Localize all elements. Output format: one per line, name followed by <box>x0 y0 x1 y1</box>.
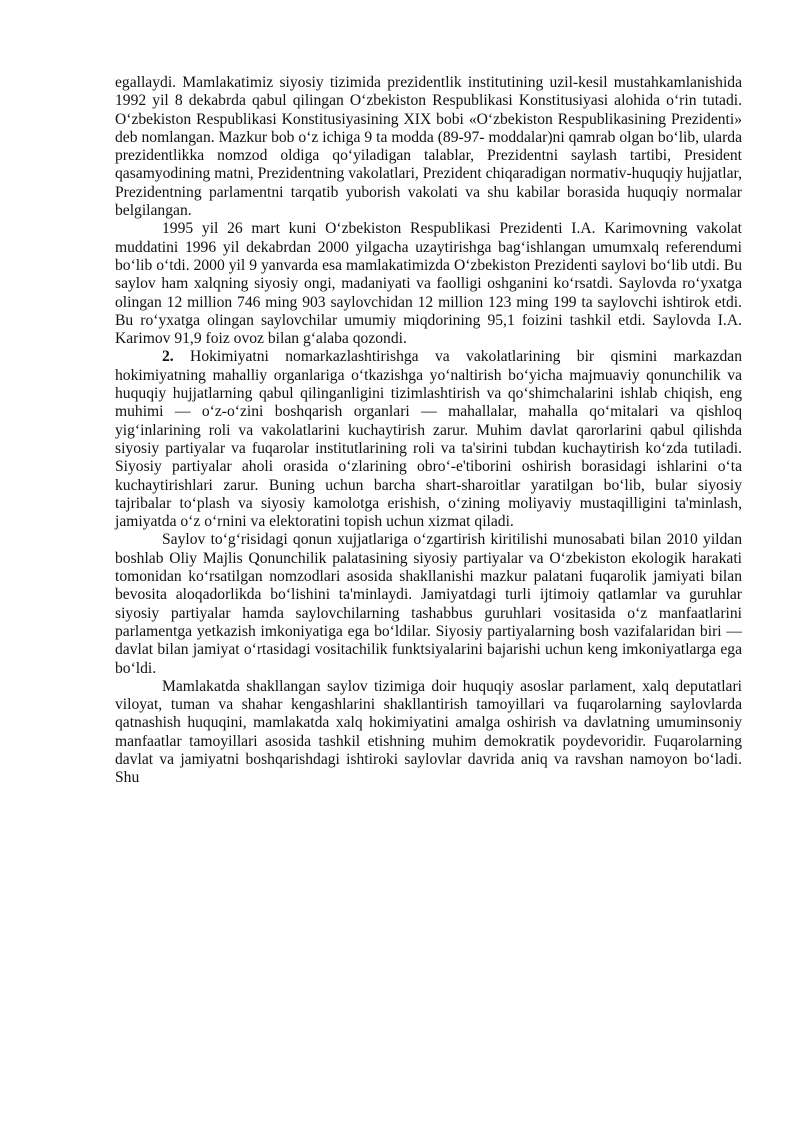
paragraph-5: Mamlakatda shakllangan saylov tizimiga doir huquqiy asoslar parlament, xalq deputatlari viloyat, tuman va shahar kengashlarini shakllantirish tamoyillari va fuqarolarning saylovlarda qatnashish huquqini, mamlakatda xalq hokimiyatini amalga oshirish va davlatning umuminsoniy manfaatlar tamoyillari asosida tashkil etishning muhim demokratik poydevoridir. Fuqarolarning davlat va jamiyatni boshqarishdagi ishtiroki saylovlar davrida aniq va ravshan namoyon bo‘ladi. Shu <box>115 677 742 787</box>
paragraph-3-text: Hokimiyatni nomarkazlashtirishga va vakolatlarining bir qismini markazdan hokimiyatning mahalliy organlariga o‘tkazishga yo‘naltirish bo‘yicha majmuaviy qonunchilik va huquqiy hujjatlarning qabul qilinganligini tizimlashtirish va qo‘shimchalarini ishlab chiqish, eng muhimi — o‘z-o‘zini boshqarish organlari — mahallalar, mahalla qo‘mitalari va qishloq yig‘inlarining roli va vakolatlarini kuchaytirish zarur. Muhim davlat qarorlarini qabul qilishda siyosiy partiyalar va fuqarolar institutlarining roli va ta'sirini tubdan kuchaytirish ko‘zda tutiladi. Siyosiy partiyalar aholi orasida o‘zlarining obro‘-e'tiborini oshirish borasidagi ishlarini o‘ta kuchaytirishlari zarur. Buning uchun barcha shart-sharoitlar yaratilgan bo‘lib, bular siyosiy tajribalar to‘plash va siyosiy kamolotga erishish, o‘zining moliyaviy mustaqilligini ta'minlash, jamiyatda o‘z o‘rnini va elektoratini topish uchun xizmat qiladi. <box>115 348 742 531</box>
paragraph-number: 2. <box>162 348 174 366</box>
document-page <box>115 74 742 788</box>
paragraph-2: 1995 yil 26 mart kuni O‘zbekiston Respublikasi Prezidenti I.A. Karimovning vakolat muddatini 1996 yil dekabrdan 2000 yilgacha uzaytirishga bag‘ishlangan umumxalq referendumi bo‘lib o‘tdi. 2000 yil 9 yanvarda esa mamlakatimizda O‘zbekiston Prezidenti saylovi bo‘lib utdi. Bu saylov ham xalqning siyosiy ongi, madaniyati va faolligi oshganini ko‘rsatdi. Saylovda ro‘yxatga olingan 12 million 746 ming 903 saylovchidan 12 million 123 ming 199 ta saylovchi ishtirok etdi. Bu ro‘yxatga olingan saylovchilar umumiy miqdorining 95,1 foizini tashkil etdi. Saylovda I.A. Karimov 91,9 foiz ovoz bilan g‘alaba qozondi. <box>115 220 742 348</box>
paragraph-3 <box>115 348 742 531</box>
paragraph-1: egallaydi. Mamlakatimiz siyosiy tizimida prezidentlik institutining uzil-kesil mustahkamlanishida 1992 yil 8 dekabrda qabul qilingan O‘zbekiston Respublikasi Konstitusiyasi alohida o‘rin tutadi. O‘zbekiston Respublikasi Konstitusiyasining XIX bobi «O‘zbekiston Respublikasining Prezidenti» deb nomlangan. Mazkur bob o‘z ichiga 9 ta modda (89-97- moddalar)ni qamrab olgan bo‘lib, ularda prezidentlikka nomzod oldiga qo‘yiladigan talablar, Prezidentni saylash tartibi, President qasamyodining matni, Prezidentning vakolatlari, Prezident chiqaradigan normativ-huquqiy hujjatlar, Prezidentning parlamentni tarqatib yuborish vakolati va shu kabilar borasida huquqiy normalar belgilangan. <box>115 74 742 220</box>
paragraph-4: Saylov to‘g‘risidagi qonun xujjatlariga o‘zgartirish kiritilishi munosabati bilan 2010 yildan boshlab Oliy Majlis Qonunchilik palatasining siyosiy partiyalar va O‘zbekiston ekologik harakati tomonidan ko‘rsatilgan nomzodlari asosida shakllanishi mazkur palatani fuqarolik jamiyati bilan bevosita aloqadorlikda bo‘lishini ta'minlaydi. Jamiyatdagi turli ijtimoiy qatlamlar va guruhlar siyosiy partiyalar hamda saylovchilarning tashabbus guruhlari vositasida o‘z manfaatlarini parlamentga yetkazish imkoniyatiga ega bo‘ldilar. Siyosiy partiyalarning bosh vazifalaridan biri — davlat bilan jamiyat o‘rtasidagi vositachilik funktsiyalarini bajarishi uchun keng imkoniyatlarga ega bo‘ldi. <box>115 531 742 677</box>
